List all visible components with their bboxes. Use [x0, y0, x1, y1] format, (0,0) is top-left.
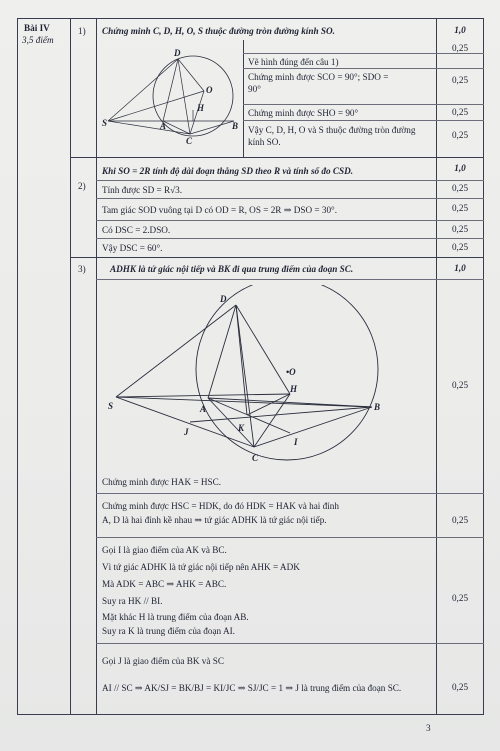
part3-heading-score: 1,0 [454, 263, 466, 273]
part2-row4: Vậy DSC = 60°. [102, 243, 163, 253]
fig1-label-C: C [186, 136, 193, 146]
part1-heading-score: 1,0 [454, 25, 466, 35]
part3-block3-line3: Mà ADK = ABC ⇒ AHK = ABC. [102, 579, 227, 589]
part2-row1-score: 0,25 [451, 183, 469, 193]
part3-heading: ADHK là tứ giác nội tiếp và BK đi qua trung điểm của đoạn SC. [110, 264, 354, 274]
fig2-label-I: I [294, 437, 298, 447]
part3-block4-line1: Gọi J là giao điểm của BK và SC [102, 656, 224, 666]
fig2-label-A: A [200, 404, 207, 414]
row-line [96, 220, 484, 221]
row-line [243, 53, 484, 54]
col-divider [436, 18, 437, 715]
fig2-label-S: S [108, 401, 114, 411]
col-divider [243, 40, 244, 157]
part3-block3-line6: Suy ra K là trung điểm của đoạn AI. [102, 626, 235, 636]
part2-heading: Khi SO = 2R tính độ dài đoạn thẳng SD theo R và tính số đo CSD. [102, 166, 354, 176]
row-line [70, 157, 484, 158]
fig1-label-B: B [232, 121, 239, 131]
part3-block3-line2: Vì tứ giác ADHK là tứ giác nội tiếp nên AHK = ADK [102, 562, 300, 572]
row-line [243, 104, 484, 105]
row-line [70, 257, 484, 258]
page-number: 3 [426, 723, 431, 733]
row-line [243, 68, 484, 69]
part3-block2-line2: A, D là hai đỉnh kề nhau ⇒ tứ giác ADHK là tứ giác nội tiếp. [102, 515, 327, 525]
part2-row4-score: 0,25 [451, 242, 469, 252]
part1-number: 1) [78, 26, 86, 36]
row-line [96, 537, 484, 538]
part1-row3: Chứng minh được SHO = 90° [248, 108, 359, 118]
part2-number: 2) [78, 181, 86, 191]
part1-row1: Vẽ hình đúng đến câu 1) [248, 57, 339, 67]
part2-row2-score: 0,25 [451, 203, 469, 213]
part2-row3-score: 0,25 [451, 224, 469, 234]
fig2-label-C: C [252, 453, 259, 463]
part1-row3-score: 0,25 [451, 107, 469, 117]
part2-row3: Có DSC = 2.DSO. [102, 225, 171, 235]
fig1-label-H: H [197, 103, 205, 113]
part3-block2-score: 0,25 [451, 515, 469, 525]
part3-figure-score: 0,25 [451, 380, 469, 390]
section-title: Bài IV [24, 23, 50, 33]
part3-number: 3) [78, 264, 86, 274]
part1-row4: Vậy C, D, H, O và S thuộc đường tròn đường kính SO. [248, 125, 416, 147]
fig2-label-J: J [184, 427, 189, 437]
fig1-label-A: A [160, 121, 167, 131]
row-line [96, 493, 484, 494]
fig1-label-O: O [206, 85, 213, 95]
geometry-figure-small [98, 43, 242, 155]
part3-block3-line4: Suy ra HK // BI. [102, 596, 163, 606]
col-divider [96, 18, 97, 715]
part3-block4-score: 0,25 [451, 682, 469, 692]
row-line [96, 279, 484, 280]
part1-row4-score: 0,25 [451, 130, 469, 140]
part3-block3-line5: Mặt khác H là trung điểm của đoạn AB. [102, 612, 249, 622]
part1-heading: Chứng minh C, D, H, O, S thuộc đường tròn đường kính SO. [102, 26, 335, 36]
part1-row2-score: 0,25 [451, 75, 469, 85]
geometry-figure-large [104, 285, 404, 473]
section-points: 3,5 điểm [22, 35, 54, 45]
part3-figure-caption: Chứng minh được HAK = HSC. [102, 477, 222, 487]
part2-row2: Tam giác SOD vuông tại D có OD = R, OS = 2R ⇒ DSO = 30°. [102, 205, 338, 215]
col-divider [70, 18, 71, 715]
part3-block4-line2: AI // SC ⇒ AK/SJ = BK/BJ = KI/JC ⇒ SJ/JC = 1 ⇒ J là trung điểm của đoạn SC. [102, 683, 402, 693]
row-line [96, 643, 484, 644]
fig2-label-B: B [374, 402, 381, 412]
row-line [96, 238, 484, 239]
fig2-label-O: •O [286, 367, 296, 377]
part3-block2-line1: Chứng minh được HSC = HDK, do đó HDK = HAK và hai đỉnh [102, 501, 339, 511]
fig2-label-D: D [220, 294, 227, 304]
part2-row1: Tính được SD = R√3. [102, 185, 183, 195]
fig2-label-H: H [290, 384, 298, 394]
row-line [243, 120, 484, 121]
fig2-label-K: K [238, 423, 245, 433]
part3-block3-line1: Gọi I là giao điểm của AK và BC. [102, 545, 227, 555]
row-line [96, 180, 484, 181]
part1-row1-score: 0,25 [451, 43, 469, 53]
fig1-label-D: D [174, 48, 181, 58]
part1-row2: Chứng minh được SCO = 90°; SDO = 90° [248, 72, 389, 94]
fig1-label-S: S [102, 118, 108, 128]
row-line [96, 198, 484, 199]
part2-heading-score: 1,0 [454, 163, 466, 173]
part3-block3-score: 0,25 [451, 593, 469, 603]
